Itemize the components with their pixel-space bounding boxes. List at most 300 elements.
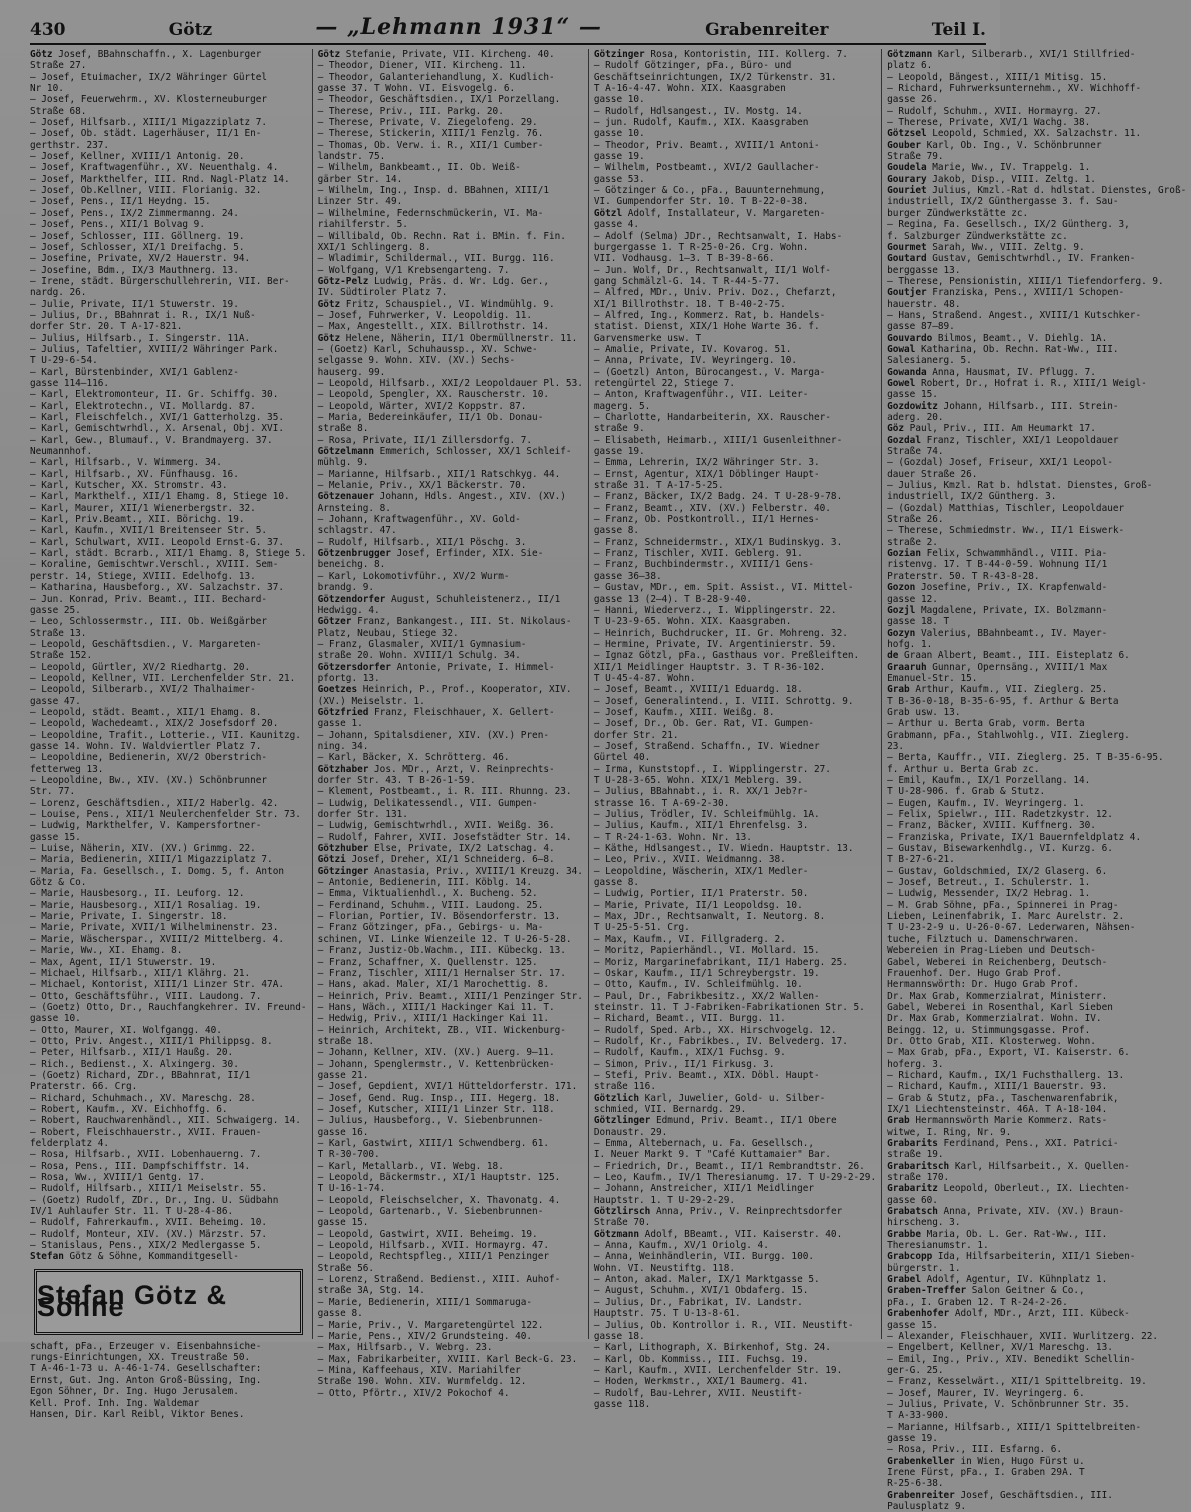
directory-entry: Neumannhof.: [30, 446, 93, 458]
directory-entry: — Elisabeth, Heimarb., XIII/1 Gusenleithner-: [593, 434, 843, 446]
directory-entry: — Theodor, Geschäftsdien., IX/1 Porzellang.: [317, 94, 561, 106]
directory-entry: — M. Grab Söhne, pFa., Spinnerei in Prag-: [887, 899, 1119, 911]
directory-entry: Straße 74.: [887, 446, 944, 458]
directory-entry: ger-G. 25.: [887, 1364, 944, 1376]
directory-entry: R-25-6-38.: [887, 1478, 944, 1490]
directory-entry: T A-46-1-73 u. A-46-1-74. Gesellschafter:: [30, 1363, 262, 1375]
directory-entry: — Wilhelm, Ing., Insp. d. BBahnen, XIII/1: [317, 185, 549, 197]
directory-entry: — (Gozdal) Matthias, Tischler, Leopoldauer: [887, 502, 1125, 514]
directory-entry: — Johann, Anstreicher, XII/1 Meidlinger: [593, 1183, 814, 1195]
directory-entry: Straße 68.: [30, 105, 87, 117]
directory-entry: T B-36-0-18, B-35-6-95, f. Arthur & Berta: [887, 695, 1119, 707]
directory-entry: — Otto, Maurer, XI. Wolfgangg. 40.: [30, 1024, 222, 1036]
directory-entry: — Josef, Kellner, XVIII/1 Antonig. 20.: [30, 151, 245, 163]
directory-entry: — Leopold, Wärter, XVI/2 Koppstr. 87.: [317, 400, 527, 412]
directory-entry: Irene Fürst, pFa., I. Graben 29A. T: [887, 1466, 1085, 1478]
directory-entry: — Marianne, Hilfsarb., XIII/1 Spittelbreiten-: [887, 1421, 1142, 1433]
directory-entry: — Karl, städt. Bcrarb., XII/1 Ehamg. 8, Stiege 5.: [30, 548, 307, 560]
directory-entry: — Franz, Justiz-Ob.Wachm., III. Kübeckg. 13.: [317, 945, 566, 957]
directory-entry: — Adolf (Selma) JDr., Rechtsanwalt, I. Habs-: [593, 230, 843, 242]
directory-entry: — Florian, Portier, IV. Bösendorferstr. 13.: [317, 911, 561, 923]
directory-entry: gasse 15.: [887, 389, 938, 401]
directory-entry: — Otto, Priv. Angest., XIII/1 Philippsg. 8.: [30, 1035, 273, 1047]
right-guide-word: Grabenreiter: [705, 20, 829, 40]
directory-entry: nardg. 26.: [30, 287, 87, 299]
page-number: 430: [30, 20, 66, 40]
directory-entry: — Mina, Kaffeehaus, XIV. Mariahilfer: [317, 1364, 521, 1376]
directory-entry: Götzhaber Jos. MDr., Arzt, V. Reinprechts-: [317, 763, 555, 775]
directory-entry: gasse 36—38.: [593, 570, 662, 582]
directory-entry: — Josef, Straßend. Schaffn., IV. Wiedner: [593, 740, 820, 752]
directory-entry: Ernst, Gut. Jng. Anton Groß-Büssing, Ing.: [30, 1374, 262, 1386]
directory-entry: T A-33-900.: [887, 1410, 950, 1422]
directory-entry: — Josef, Pens., IX/2 Zimmermanng. 24.: [30, 207, 239, 219]
directory-entry: Hauptstr. 75. T U-13-8-61.: [593, 1308, 741, 1320]
directory-entry: — Michael, Kontorist, XIII/1 Linzer Str. 47A.: [30, 979, 284, 991]
directory-entry: — Marie, Wäscherspar., XVIII/2 Mittelberg. 4.: [30, 933, 284, 945]
directory-entry: — Leopold, Gastwirt, XVII. Beheimg. 19.: [317, 1228, 538, 1240]
directory-entry: — Friedrich, Dr., Beamt., II/1 Rembrandtstr. 26.: [593, 1160, 865, 1172]
directory-entry: Goudela Marie, Ww., IV. Trappelg. 1.: [887, 162, 1091, 174]
directory-entry: Gouvardo Bilmos, Beamt., V. Diehlg. 1A.: [887, 332, 1108, 344]
directory-entry: witwe, I. Ring, Nr. 9.: [887, 1126, 1012, 1138]
directory-entry: — Luise, Näherin, XIV. (XV.) Grimmg. 22.: [30, 843, 256, 855]
directory-entry: Theresianumstr. 1.: [887, 1240, 989, 1252]
directory-entry: — Rudolf, Fahrer, XVII. Josefstädter Str. 14.: [317, 831, 572, 843]
directory-entry: — jun. Rudolf, Kaufm., XIX. Kaasgraben: [593, 117, 809, 129]
directory-entry: — Lorenz, Straßend. Bedienst., XIII. Auhof-: [317, 1274, 561, 1286]
directory-entry: — Leo, Schlossermstr., III. Ob. Weißgärber: [30, 616, 268, 628]
directory-entry: — Melanie, Priv., XX/1 Bäckerstr. 70.: [317, 480, 527, 492]
directory-entry: Goutard Gustav, Gemischtwrhdl., IV. Franken-: [887, 253, 1136, 265]
directory-entry: — Julius, Hilfsarb., I. Singerstr. 11A.: [30, 332, 251, 344]
directory-entry: — Heinrich, Buchdrucker, II. Gr. Mohreng. 32.: [593, 627, 848, 639]
directory-entry: — Rudolf, Hdlsangest., IV. Mostg. 14.: [593, 105, 803, 117]
directory-entry: — Karl, Bäcker, X. Schrötterg. 46.: [317, 752, 510, 764]
directory-entry: gasse 8.: [593, 877, 640, 889]
directory-entry: — Emil, Kaufm., IX/1 Porzellang. 14.: [887, 775, 1091, 786]
directory-entry: Dr. Otto Grab, XII. Klosterweg. Wohn.: [887, 1035, 1096, 1047]
directory-entry: — Julius, Ob. Kontrollor i. R., VII. Neustift-: [593, 1319, 854, 1331]
directory-entry: — Rudolf, Fahrerkaufm., XVII. Beheimg. 10.: [30, 1217, 268, 1229]
directory-entry: — Rudolf, Monteur, XIV. (XV.) Märzstr. 57.: [30, 1228, 268, 1240]
directory-entry: — Josef, Kraftwagenführ., XV. Neuenthalg. 4.: [30, 162, 279, 174]
directory-entry: brandg. 9.: [317, 582, 375, 594]
directory-entry: Straße 13.: [30, 627, 87, 639]
directory-entry: — Hedwig, Priv., XIII/1 Hackinger Kai 11.: [317, 1013, 549, 1025]
directory-entry: Garvensmerke usw. T: [593, 332, 702, 344]
directory-entry: — Marie, Bedienerin, XIII/1 Sommaruga-: [317, 1296, 533, 1308]
directory-entry: T U-28-906. f. Grab & Stutz.: [887, 786, 1046, 798]
directory-entry: gasse 26.: [887, 94, 938, 106]
directory-entry: — Berta, Kauffr., VII. Zieglerg. 25. T B-35-6-95.: [887, 752, 1164, 764]
directory-entry: — Wilhelmine, Federnschmückerin, VI. Ma-: [317, 207, 544, 219]
directory-entry: — Leopold, Hilfsarb., XXI/2 Leopoldauer Pl. 53.: [317, 377, 583, 389]
directory-entry: gasse 10.: [593, 94, 645, 106]
directory-entry: Götzmann Karl, Silberarb., XVI/1 Stillfried-: [887, 49, 1136, 60]
directory-entry: — Ferdinand, Schuhm., VIII. Laudong. 25.: [317, 899, 544, 911]
directory-entry: — Rudolf, Kr., Fabrikbes., IV. Belvederg. 17.: [593, 1035, 848, 1047]
directory-entry: — Leopold, Spengler, XX. Rauscherstr. 10.: [317, 389, 549, 401]
directory-entry: Gowanda Anna, Hausmat, IV. Pflugg. 7.: [887, 366, 1096, 378]
directory-entry: — Maria, Bedereinkäufer, II/1 Ob. Donau-: [317, 412, 544, 423]
directory-entry: gasse 10.: [593, 128, 645, 140]
directory-entry: Götz Josef, BBahnschaffn., X. Lagenburger: [30, 49, 262, 60]
directory-entry: straße 3A, Stg. 14.: [317, 1285, 425, 1297]
directory-entry: — Rosa, Private, II/1 Zillersdorfg. 7.: [317, 434, 533, 446]
directory-entry: Dr. Max Grab, Kommerzialrat, Ministerr.: [887, 990, 1108, 1002]
directory-entry: — Karl, Gemischtwrhdl., X. Arsenal, Obj. XVI.: [30, 423, 284, 435]
directory-entry: Gowel Robert, Dr., Hofrat i. R., XIII/1 Weigl-: [887, 377, 1147, 389]
directory-entry: gasse 21.: [317, 1069, 369, 1081]
directory-entry: — Rudolf, Bau-Lehrer, XVII. Neustift-: [593, 1387, 803, 1399]
directory-entry: — Ludwig, Gemischtwrhdl., XVII. Weißg. 36.: [317, 820, 555, 832]
directory-entry: — Hanni, Wiederverz., I. Wipplingerstr. 22.: [593, 604, 837, 616]
directory-entry: — Therese, Private, V. Ziegelofeng. 29.: [317, 117, 538, 129]
directory-entry: IX/1 Liechtensteinstr. 46A. T A-18-104.: [887, 1103, 1108, 1115]
advertisement-box: Stefan Götz & Söhne: [34, 1269, 303, 1335]
directory-entry: straße 31. T A-17-5-25.: [593, 480, 724, 492]
directory-entry: — Anton, Kraftwagenführ., VII. Leiter-: [593, 389, 809, 401]
directory-entry: — Richard, Beamt., VII. Burgg. 11.: [593, 1013, 786, 1025]
directory-entry: — Josef, Etuimacher, IX/2 Währinger Gürtel: [30, 71, 268, 83]
directory-entry: — Marie, Priv., V. Margaretengürtel 122.: [317, 1319, 544, 1331]
directory-entry: — Gustav, MDr., em. Spit. Assist., VI. Mittel-: [593, 582, 854, 594]
directory-entry: — Rudolf, Kaufm., XIX/1 Fuchsg. 9.: [593, 1047, 786, 1059]
directory-entry: magerg. 5.: [593, 400, 651, 412]
directory-entry: — Karl, Maurer, XII/1 Wienerbergstr. 32.: [30, 502, 256, 514]
directory-entry: — Felix, Spielwr., III. Radetzkystr. 12.: [887, 809, 1113, 821]
directory-entry: aderg. 20.: [887, 412, 944, 423]
directory-entry: I. Neuer Markt 9. T "Café Kuttamaier" Bar.: [593, 1149, 831, 1161]
directory-entry: — Julius, Private, V. Schönbrunner Str. 35.: [887, 1398, 1130, 1410]
directory-entry: Grabbe Maria, Ob. L. Ger. Rat-Ww., III.: [887, 1228, 1108, 1240]
directory-entry: dorfer Str. 131.: [317, 809, 408, 821]
directory-entry: T U-16-1-74.: [317, 1183, 386, 1195]
directory-entry: — Karl, Kutscher, XX. Stromstr. 43.: [30, 480, 228, 492]
directory-entry: — (Goetz) Rudolf, ZDr., Dr., Ing. U. Südbahn: [30, 1194, 279, 1206]
directory-entry: gasse 15.: [30, 831, 81, 843]
directory-entry: — T R-24-1-63. Wohn. Nr. 13.: [593, 831, 752, 843]
directory-entry: — Ludwig, Portier, II/1 Praterstr. 50.: [593, 888, 809, 900]
directory-entry: — Gustav, Goldschmied, IX/2 Glaserg. 6.: [887, 865, 1108, 877]
directory-entry: — Leopold, Kellner, VII. Lerchenfelder Str. 21.: [30, 672, 296, 684]
directory-entry: Praterstr. 50. T R-43-8-28.: [887, 570, 1040, 582]
directory-entry: retengürtel 22, Stiege 7.: [593, 377, 735, 389]
column-1: [30, 49, 312, 1420]
directory-entry: Straße 152.: [30, 650, 93, 662]
directory-entry: — Willibald, Ob. Rechn. Rat i. BMin. f. Fin.: [317, 230, 566, 242]
directory-entry: gasse 60.: [887, 1194, 938, 1206]
directory-entry: — Leopold, Gartenarb., V. Siebenbrunnen-: [317, 1206, 544, 1218]
page-header: [30, 10, 986, 45]
directory-entry: — Peter, Hilfsarb., XII/1 Haußg. 20.: [30, 1047, 234, 1059]
directory-entry: T U-23-2-9 u. U-26-0-67. Lederwaren, Nähsen-: [887, 922, 1136, 934]
directory-entry: Götzsel Leopold, Schmied, XX. Salzachstr. 11.: [887, 128, 1142, 140]
directory-entry: — Arthur u. Berta Grab, vorm. Berta: [887, 718, 1085, 730]
directory-entry: Götzmann Adolf, BBeamt., VII. Kaiserstr. 40.: [593, 1228, 843, 1240]
directory-entry: Arnsteing. 8.: [317, 502, 391, 514]
directory-entry: Geschäftseinrichtungen, IX/2 Türkenstr. 31.: [593, 71, 837, 83]
directory-entry: Straße 56.: [317, 1262, 375, 1274]
directory-entry: — Franz, Bäcker, XVIII. Kuffnerg. 30.: [887, 820, 1096, 832]
directory-entry: Gabel, Weberei in Rosenthal, Karl Sieben: [887, 1001, 1113, 1013]
directory-entry: gasse 1.: [317, 718, 363, 730]
directory-entry: — Leopold, Wachedeamt., XIX/2 Josefsdorf 20.: [30, 718, 279, 730]
directory-entry: — Anton, akad. Maler, IX/1 Marktgasse 5.: [593, 1274, 820, 1286]
directory-entry: berggasse 13.: [887, 264, 961, 276]
directory-entry: — Julius, Trödler, IV. Schleifmühlg. 1A.: [593, 809, 820, 821]
directory-entry: Grabaritsch Karl, Hilfsarbeit., X. Quellen-: [887, 1160, 1130, 1172]
directory-entry: gang Schmälzl-G. 14. T R-44-5-77.: [593, 275, 781, 287]
directory-entry: Paulusplatz 9.: [887, 1501, 967, 1512]
left-guide-word: Götz: [168, 20, 213, 40]
part-label: Teil I.: [931, 20, 986, 40]
directory-entry: Gozdowitz Johann, Hilfsarb., III. Strein-: [887, 400, 1119, 412]
directory-entry: — Johann, Spenglermstr., V. Kettenbrücken-: [317, 1058, 555, 1070]
directory-entry: — Anna, Private, IV. Weyringerg. 10.: [593, 355, 798, 367]
directory-entry: — Max, Angestellt., XIX. Billrothstr. 14.: [317, 321, 549, 333]
directory-entry: Hermannswörth: Dr. Hugo Grab Prof.: [887, 979, 1079, 991]
directory-entry: T U-23-9-65. Wohn. XIX. Kaasgraben.: [593, 616, 792, 628]
directory-entry: Götzer Franz, Bankangest., III. St. Nikolaus-: [317, 616, 572, 628]
directory-entry: — Ludwig, Messender, IX/2 Hebrag. 1.: [887, 888, 1091, 900]
directory-entry: — Therese, Priv., III. Parkg. 20.: [317, 105, 504, 117]
directory-entry: gärber Str. 14.: [317, 173, 403, 185]
directory-entry: Göz Paul, Priv., III. Am Heumarkt 17.: [887, 423, 1096, 435]
directory-entry: — Stefi, Priv. Beamt., XIX. Döbl. Haupt-: [593, 1069, 820, 1081]
directory-entry: T A-16-4-47. Wohn. XIX. Kaasgraben: [593, 83, 786, 95]
directory-entry: — Marie, Hausbesorg., XII/1 Rosaliag. 19.: [30, 899, 262, 911]
directory-entry: — Max, Fabrikarbeiter, XVIII. Karl Beck-G. 23.: [317, 1353, 578, 1365]
directory-entry: gasse 19.: [593, 446, 645, 458]
directory-entry: — Jun. Wolf, Dr., Rechtsanwalt, II/1 Wolf-: [593, 264, 831, 276]
directory-entry: Webereien in Prag-Lieben und Deutsch-: [887, 945, 1096, 957]
directory-entry: — Rosa, Hilfsarb., XVII. Lobenhauerng. 7.: [30, 1149, 262, 1161]
directory-entry: — Franz, Kesselwärt., XII/1 Spittelbreitg. 19.: [887, 1376, 1147, 1388]
directory-entry: — Rudolf, Hilfsarb., XIII/1 Meiselstr. 55.: [30, 1183, 268, 1195]
directory-entry: — Otto, Kaufm., IV. Schleifmühlg. 10.: [593, 979, 803, 991]
directory-entry: — Leo, Priv., XVII. Weidmanng. 38.: [593, 854, 786, 866]
directory-entry: XII/1 Meidlinger Hauptstr. 3. T R-36-102.: [593, 661, 826, 673]
directory-entry: — Marie, Private, II/1 Leopoldsg. 10.: [593, 899, 803, 911]
directory-entry: gasse 15.: [317, 1217, 369, 1229]
directory-entry: — Robert, Fleischhauerstr., XVII. Frauen-: [30, 1126, 262, 1138]
directory-entry: — Franz, Buchbindermstr., XVIII/1 Gens-: [593, 559, 814, 571]
directory-entry: — Therese, Schmiedmstr. Ww., II/1 Eiswerk-: [887, 525, 1125, 537]
directory-entry: mühlg. 9.: [317, 457, 369, 469]
directory-entry: — Eugen, Kaufm., IV. Weyringerg. 1.: [887, 797, 1085, 809]
directory-entry: — Alfred, MDr., Univ. Priv. Doz., Chefarzt,: [593, 287, 837, 299]
directory-entry: T R-30-700.: [317, 1149, 380, 1161]
directory-entry: Gourmet Sarah, Ww., VIII. Zeltg. 9.: [887, 241, 1085, 253]
directory-entry: Str. 77.: [30, 786, 76, 798]
directory-entry: — Paul, Dr., Fabrikbesitz., XX/2 Wallen-: [593, 990, 820, 1002]
directory-entry: — Josef, Feuerwehrm., XV. Klosterneuburger: [30, 94, 268, 106]
directory-entry: — Karl, Lokomotivführ., XV/2 Wurm-: [317, 570, 510, 582]
directory-entry: — Julius, BBahnabt., i. R. XX/1 Jeb?r-: [593, 786, 809, 798]
directory-entry: Beingg. 12, u. Stimmungsgasse. Prof.: [887, 1024, 1091, 1036]
directory-entry: steinstr. 11. T J-Fabriken-Fabrikationen Str. 5.: [593, 1001, 865, 1013]
directory-entry: straße 170.: [887, 1172, 950, 1184]
directory-entry: — Lorenz, Geschäftsdien., XII/2 Haberlg. 42.: [30, 797, 279, 809]
directory-entry: — Rudolf, Schuhm., XVII. Hormayrg. 27.: [887, 105, 1102, 117]
directory-entry: — Karl, Kaufm., XVII/1 Breitenseer Str. 5.: [30, 525, 268, 537]
directory-entry: — Louise, Pens., XII/1 Neulerchenfelder Str. 73.: [30, 809, 301, 821]
directory-entry: — Simon, Priv., II/1 Firkusg. 3.: [593, 1058, 775, 1070]
directory-entry: Gozdal Franz, Tischler, XXI/1 Leopoldauer: [887, 434, 1119, 446]
directory-entry: — Max, Hilfsarb., V. Webrg. 23.: [317, 1342, 493, 1354]
directory-entry: Götzhuber Else, Private, IX/2 Latschag. 4.: [317, 843, 555, 855]
directory-entry: — Katharina, Hausbeforg., XV. Salzachstr. 37.: [30, 582, 284, 594]
running-title: — „Lehmann 1931“ —: [315, 14, 602, 40]
directory-entry: VII. Vodhausg. 1—3. T B-39-8-66.: [593, 253, 775, 265]
directory-entry: burgergasse 1. T R-25-0-26. Crg. Wohn.: [593, 241, 809, 253]
directory-entry: — Julius, Kaufm., XII/1 Ehrenfelsg. 3.: [593, 820, 809, 832]
directory-entry: — Max, JDr., Rechtsanwalt, I. Neutorg. 8.: [593, 911, 826, 923]
directory-entry: — Marianne, Hilfsarb., XII/1 Ratschkyg. 44.: [317, 468, 561, 480]
directory-entry: — Karl, Kaufm., XVII. Lerchenfelder Str. 19.: [593, 1364, 843, 1376]
directory-entry: — Leopold, Geschäftsdien., V. Margareten-: [30, 638, 262, 650]
directory-entry: — Anna, Kaufm., XV/1 Oriolg. 4.: [593, 1240, 769, 1252]
directory-entry: gasse 114—116.: [30, 377, 110, 389]
directory-entry: — Heinrich, Architekt, ZB., VII. Wickenburg-: [317, 1024, 566, 1036]
directory-entry: — Karl, Metallarb., VI. Webg. 18.: [317, 1160, 504, 1172]
directory-entry: Stefan Götz & Söhne, Kommanditgesell-: [30, 1251, 239, 1263]
directory-entry: — Götzinger & Co., pFa., Bauunternehmung,: [593, 185, 826, 197]
directory-entry: pfortg. 13.: [317, 672, 380, 684]
directory-entry: — Regina, Fa. Gesellsch., IX/2 Güntherg. 3,: [887, 219, 1130, 231]
directory-entry: Grabel Adolf, Agentur, IV. Kühnplatz 1.: [887, 1274, 1108, 1286]
directory-entry: — Josefine, Private, XV/2 Hauerstr. 94.: [30, 253, 251, 265]
directory-entry: — Koraline, Gemischtwr.Verschl., XVIII. Sem-: [30, 559, 279, 571]
directory-entry: T U-29-6-54.: [30, 355, 98, 367]
directory-entry: — (Goetz) Otto, Dr., Rauchfangkehrer. IV. Freund-: [30, 1001, 307, 1013]
directory-entry: — Thomas, Ob. Verw. i. R., XII/1 Cumber-: [317, 139, 544, 151]
directory-entry: — Charlotte, Handarbeiterin, XX. Rauscher-: [593, 412, 831, 423]
directory-entry: Straße 79.: [887, 151, 944, 163]
directory-entry: — Josef, Pens., XII/1 Bolvag 9.: [30, 219, 205, 231]
directory-entry: — Richard, Kaufm., XIII/1 Bauerstr. 93.: [887, 1081, 1108, 1093]
directory-entry: — Emma, Lehrerin, IX/2 Währinger Str. 3.: [593, 457, 820, 469]
directory-entry: gasse 19.: [593, 151, 645, 163]
directory-entry: — Käthe, Hdlsangest., IV. Wiedn. Hauptstr. 13.: [593, 843, 854, 855]
directory-entry: ning. 34.: [317, 740, 369, 752]
directory-entry: — Anna, Weinhändlerin, VII. Burgg. 100.: [593, 1251, 814, 1263]
directory-entry: — Franz, Beamt., XIV. (XV.) Felberstr. 40.: [593, 502, 831, 514]
directory-entry: — Jun. Konrad, Priv. Beamt., III. Bechard-: [30, 593, 268, 605]
directory-entry: — Alfred, Ing., Kommerz. Rat, b. Handels-: [593, 309, 826, 321]
column-3: [588, 49, 881, 1410]
directory-entry: — Theodor, Galanteriehandlung, X. Kudlich-: [317, 71, 555, 83]
directory-entry: — Therese, Stickerin, XIII/1 Fenzlg. 76.: [317, 128, 544, 140]
directory-entry: — Hoden, Werkmstr., XXI/1 Baumerg. 41.: [593, 1376, 809, 1388]
directory-entry: — Josef, Beamt., XVIII/1 Eduardg. 18.: [593, 684, 803, 696]
directory-entry: gasse 16.: [317, 1126, 369, 1138]
directory-entry: — August, Schuhm., XVI/1 Obdaferg. 15.: [593, 1285, 809, 1297]
directory-entry: — Johann, Kellner, XIV. (XV.) Auerg. 9—11.: [317, 1047, 555, 1059]
column-2: [312, 49, 588, 1399]
directory-entry: Gowal Katharina, Ob. Rechn. Rat-Ww., III.: [887, 343, 1119, 355]
directory-entry: — Hans, Wäch., XIII/1 Hackinger Kai 11. T.: [317, 1001, 555, 1013]
directory-entry: — Josef, Maurer, IV. Weyringerg. 6.: [887, 1387, 1085, 1399]
directory-entry: industriell, IX/2 Günthergasse 3. f. Sau-: [887, 196, 1119, 208]
directory-entry: Grab usw. 13.: [887, 706, 961, 718]
directory-entry: IV/1 Auhlaufer Str. 11. T U-28-4-86.: [30, 1206, 234, 1218]
directory-entry: Goetzes Heinrich, P., Prof., Kooperator, XIV.: [317, 684, 572, 696]
directory-entry: T B-27-6-21.: [887, 854, 955, 866]
directory-entry: — Rosa, Ww., XVIII/1 Gentg. 17.: [30, 1172, 205, 1184]
directory-entry: Straße 27.: [30, 60, 87, 72]
directory-entry: — Wladimir, Schildermal., VII. Burgg. 116.: [317, 253, 555, 265]
directory-entry: Hauptstr. 1. T U-29-2-29.: [593, 1194, 735, 1206]
directory-entry: — Rosa, Pens., III. Dampfschiffstr. 14.: [30, 1160, 251, 1172]
directory-entry: — Hans, Straßend. Angest., XVIII/1 Kutschker-: [887, 309, 1142, 321]
directory-entry: industriell, IX/2 Güntherg. 3.: [887, 491, 1057, 503]
directory-entry: bürgerstr. 1.: [887, 1262, 961, 1274]
directory-entry: Hansen, Dir. Karl Reibl, Viktor Benes.: [30, 1408, 245, 1420]
directory-entry: — (Goetz) Karl, Schuhaussp., XV. Schwe-: [317, 343, 538, 355]
directory-entry: — Karl, Bürstenbinder, XVI/1 Gablenz-: [30, 366, 239, 378]
directory-entry: — Karl, Fleischfelch., XVI/1 Gatterholzg. 35.: [30, 412, 284, 423]
directory-entry: — Leopold, Fleischselcher, X. Thavonatg. 4.: [317, 1194, 561, 1206]
directory-entry: — Otto, Geschäftsführ., VIII. Laudong. 7.: [30, 990, 262, 1002]
directory-entry: — Antonie, Bedienerin, III. Köblg. 14.: [317, 877, 533, 889]
directory-entry: XI/1 Billrothstr. 18. T B-40-2-75.: [593, 298, 786, 310]
directory-entry: hofg. 1.: [887, 638, 933, 650]
directory-entry: 23.: [887, 740, 905, 752]
directory-entry: schmied, VII. Bernardg. 29.: [593, 1103, 747, 1115]
directory-entry: — Rudolf, Hilfsarb., XII/1 Pöschg. 3.: [317, 536, 527, 548]
directory-entry: — Leopold, Bängest., XIII/1 Mitisg. 15.: [887, 71, 1108, 83]
directory-entry: — Josef, Markthelfer, III. Rnd. Nagl-Platz 14.: [30, 173, 290, 185]
directory-entry: — Marie, Ww., XI. Ehamg. 8.: [30, 945, 183, 957]
directory-entry: gasse 15.: [887, 1319, 938, 1331]
directory-entry: gasse 19.: [887, 1432, 938, 1444]
directory-entry: — Max Grab, pFa., Export, VI. Kaiserstr. 6.: [887, 1047, 1130, 1059]
directory-entry: de Graan Albert, Beamt., III. Eisteplatz 6.: [887, 650, 1130, 662]
directory-entry: — Richard, Kaufm., IX/1 Fuchsthallerg. 13.: [887, 1069, 1125, 1081]
directory-entry: — Max, Kaufm., VI. Fillgraderg. 2.: [593, 933, 786, 945]
directory-entry: burger Zündwerkstätte zc.: [887, 207, 1029, 219]
directory-entry: — Therese, Private, XVI/1 Wachg. 38.: [887, 117, 1091, 129]
directory-entry: — Hermine, Private, IV. Argentinierstr. 59.: [593, 638, 837, 650]
directory-entry: hauerstr. 48.: [887, 298, 961, 310]
directory-entry: Gozon Josefine, Priv., IX. Krapfenwald-: [887, 582, 1108, 594]
directory-entry: gasse 18.: [593, 1330, 645, 1342]
directory-entry: gasse 14. Wohn. IV. Waldviertler Platz 7.: [30, 740, 262, 752]
directory-entry: — Maria, Bedienerin, XIII/1 Migazziplatz 7.: [30, 854, 273, 866]
directory-entry: Nr 10.: [30, 83, 64, 95]
directory-entry: — Theodor, Diener, VII. Kircheng. 11.: [317, 60, 527, 72]
directory-entry: straße 9.: [593, 423, 645, 435]
directory-entry: straße 18.: [317, 1035, 375, 1047]
directory-entry: — Richard, Fuhrwerksunternehm., XV. Wichhoff-: [887, 83, 1142, 95]
directory-entry: — Alexander, Fleischhauer, XVII. Wurlitzerg. 22.: [887, 1330, 1159, 1342]
directory-entry: — Engelbert, Kellner, XV/1 Mareschg. 13.: [887, 1342, 1113, 1354]
directory-entry: — Karl, Elektrotechn., VI. Mollardg. 87.: [30, 400, 256, 412]
directory-entry: — Josef, Kutscher, XIII/1 Linzer Str. 118.: [317, 1103, 555, 1115]
directory-entry: rungs-Einrichtungen, XX. Treustraße 50.: [30, 1352, 251, 1364]
directory-entry: Grabatsch Anna, Private, XIV. (XV.) Braun-: [887, 1206, 1125, 1218]
directory-entry: — Josef, Dr., Ob. Ger. Rat, VI. Gumpen-: [593, 718, 814, 730]
directory-entry: — Karl, Markthelf., XII/1 Ehamg. 8, Stiege 10.: [30, 491, 290, 503]
directory-entry: perstr. 14, Stiege, XVIII. Edelhofg. 13.: [30, 570, 256, 582]
directory-entry: — Karl, Ob. Kommiss., III. Fuchsg. 19.: [593, 1353, 809, 1365]
directory-entry: Wohn. VI. Neustiftg. 118.: [593, 1262, 735, 1274]
directory-entry: — Josef, Betreut., I. Schulerstr. 1.: [887, 877, 1091, 889]
directory-entry: — Ludwig, Delikatessendl., VII. Gumpen-: [317, 797, 538, 809]
